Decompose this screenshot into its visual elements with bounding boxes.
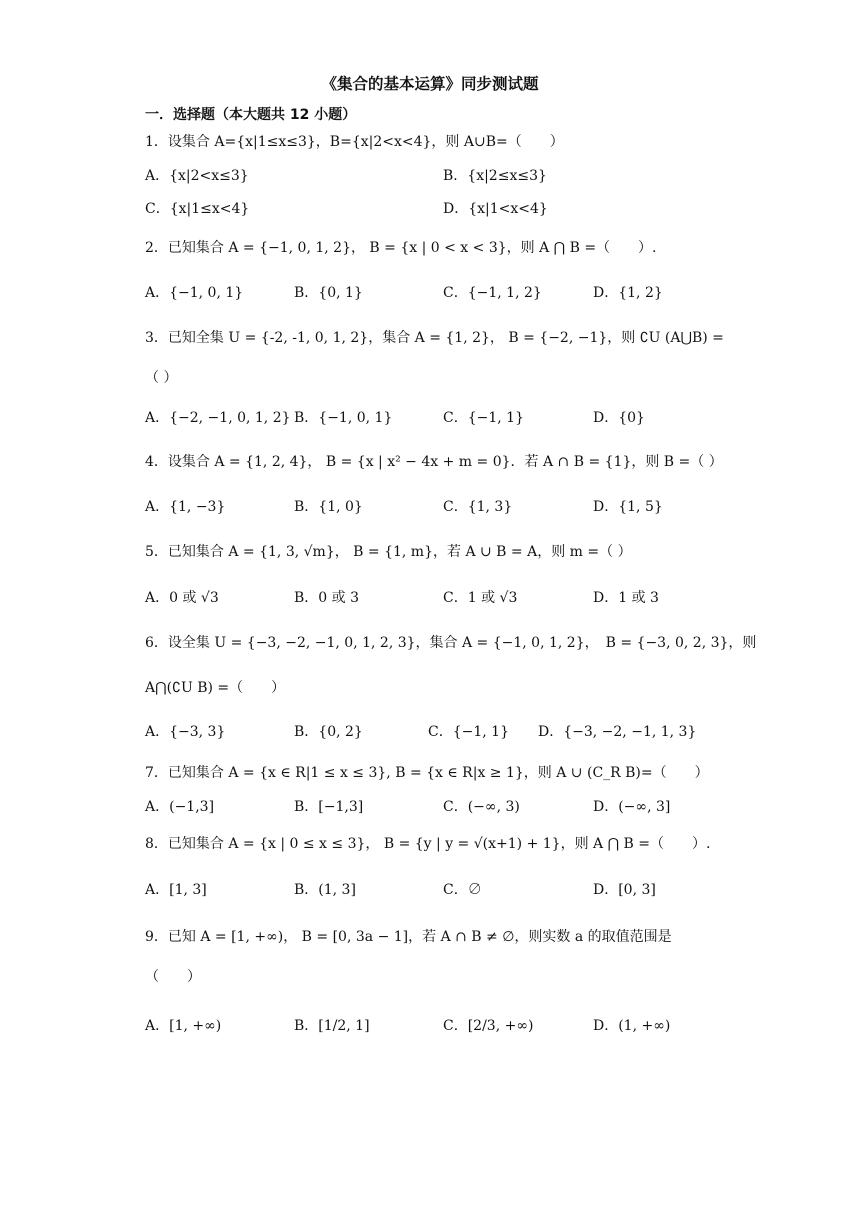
question-2-option-a: A．{−1, 0, 1} — [145, 285, 244, 301]
question-1-option-a: A．{x|2<x≤3} — [145, 168, 249, 184]
question-4-option-b: B．{1, 0} — [294, 499, 363, 515]
question-7-option-d: D．(−∞, 3] — [593, 799, 671, 815]
question-4-option-d: D．{1, 5} — [593, 499, 663, 515]
question-2-option-c: C．{−1, 1, 2} — [443, 285, 542, 301]
question-1-option-b: B．{x|2≤x≤3} — [443, 168, 547, 184]
question-4-stem: 4．设集合 A = {1, 2, 4}， B = {x | x² − 4x + m = 0}．若 A ∩ B = {1}，则 B =（ ） — [145, 454, 723, 470]
question-9-option-c: C．[2/3, +∞) — [443, 1018, 534, 1034]
question-6-stem-continued: A⋂(∁U B) =（ ） — [145, 680, 286, 696]
question-6-option-d: D．{−3, −2, −1, 1, 3} — [538, 724, 697, 740]
question-6-option-a: A．{−3, 3} — [145, 724, 226, 740]
question-1-option-c: C．{x|1≤x<4} — [145, 201, 250, 217]
question-3-option-a: A．{−2, −1, 0, 1, 2} — [145, 410, 291, 426]
question-5-option-d: D．1 或 3 — [593, 590, 659, 606]
question-3-option-d: D．{0} — [593, 410, 645, 426]
question-3-stem: 3．已知全集 U = {-2, -1, 0, 1, 2}，集合 A = {1, 2}， B = {−2, −1}，则 ∁U (A⋃B) = — [145, 330, 724, 346]
question-8-option-c: C．∅ — [443, 882, 482, 898]
question-7-option-a: A．(−1,3] — [145, 799, 215, 815]
question-7-stem: 7．已知集合 A = {x ∈ R|1 ≤ x ≤ 3}, B = {x ∈ R|x ≥ 1}，则 A ∪ (C_R B)=（ ） — [145, 765, 709, 781]
page-title: 《集合的基本运算》同步测试题 — [321, 75, 539, 93]
question-7-option-c: C．(−∞, 3) — [443, 799, 520, 815]
question-9-stem: 9．已知 A = [1, +∞)， B = [0, 3a − 1]，若 A ∩ B ≠ ∅，则实数 a 的取值范围是 — [145, 929, 672, 945]
question-1-stem: 1．设集合 A={x|1≤x≤3}，B={x|2<x<4}，则 A∪B=（ ） — [145, 134, 564, 150]
question-5-option-b: B．0 或 3 — [294, 590, 360, 606]
question-7-option-b: B．[−1,3] — [294, 799, 364, 815]
question-6-stem: 6．设全集 U = {−3, −2, −1, 0, 1, 2, 3}，集合 A = {−1, 0, 1, 2}， B = {−3, 0, 2, 3}，则 — [145, 635, 757, 651]
question-2-option-b: B．{0, 1} — [294, 285, 363, 301]
question-8-option-a: A．[1, 3] — [145, 882, 207, 898]
question-8-option-b: B．(1, 3] — [294, 882, 356, 898]
question-3-stem-continued: （ ） — [145, 370, 178, 386]
question-8-stem: 8．已知集合 A = {x | 0 ≤ x ≤ 3}， B = {y | y = √(x+1) + 1}，则 A ⋂ B =（ ）. — [145, 836, 711, 852]
question-9-option-d: D．(1, +∞) — [593, 1018, 671, 1034]
section-heading: 一．选择题（本大题共 12 小题） — [145, 107, 357, 123]
question-2-option-d: D．{1, 2} — [593, 285, 663, 301]
question-9-option-b: B．[1/2, 1] — [294, 1018, 370, 1034]
question-4-option-a: A．{1, −3} — [145, 499, 226, 515]
question-6-option-c: C．{−1, 1} — [428, 724, 509, 740]
question-2-stem: 2．已知集合 A = {−1, 0, 1, 2}， B = {x | 0 < x < 3}，则 A ⋂ B =（ ）. — [145, 240, 657, 256]
question-8-option-d: D．[0, 3] — [593, 882, 656, 898]
question-5-option-a: A．0 或 √3 — [145, 590, 219, 606]
question-9-stem-continued: （ ） — [145, 969, 201, 985]
question-5-option-c: C．1 或 √3 — [443, 590, 518, 606]
question-4-option-c: C．{1, 3} — [443, 499, 513, 515]
question-9-option-a: A．[1, +∞) — [145, 1018, 222, 1034]
question-3-option-c: C．{−1, 1} — [443, 410, 524, 426]
question-1-option-d: D．{x|1<x<4} — [443, 201, 548, 217]
question-6-option-b: B．{0, 2} — [294, 724, 363, 740]
question-5-stem: 5．已知集合 A = {1, 3, √m}， B = {1, m}，若 A ∪ B = A，则 m =（ ） — [145, 544, 632, 560]
question-3-option-b: B．{−1, 0, 1} — [294, 410, 393, 426]
